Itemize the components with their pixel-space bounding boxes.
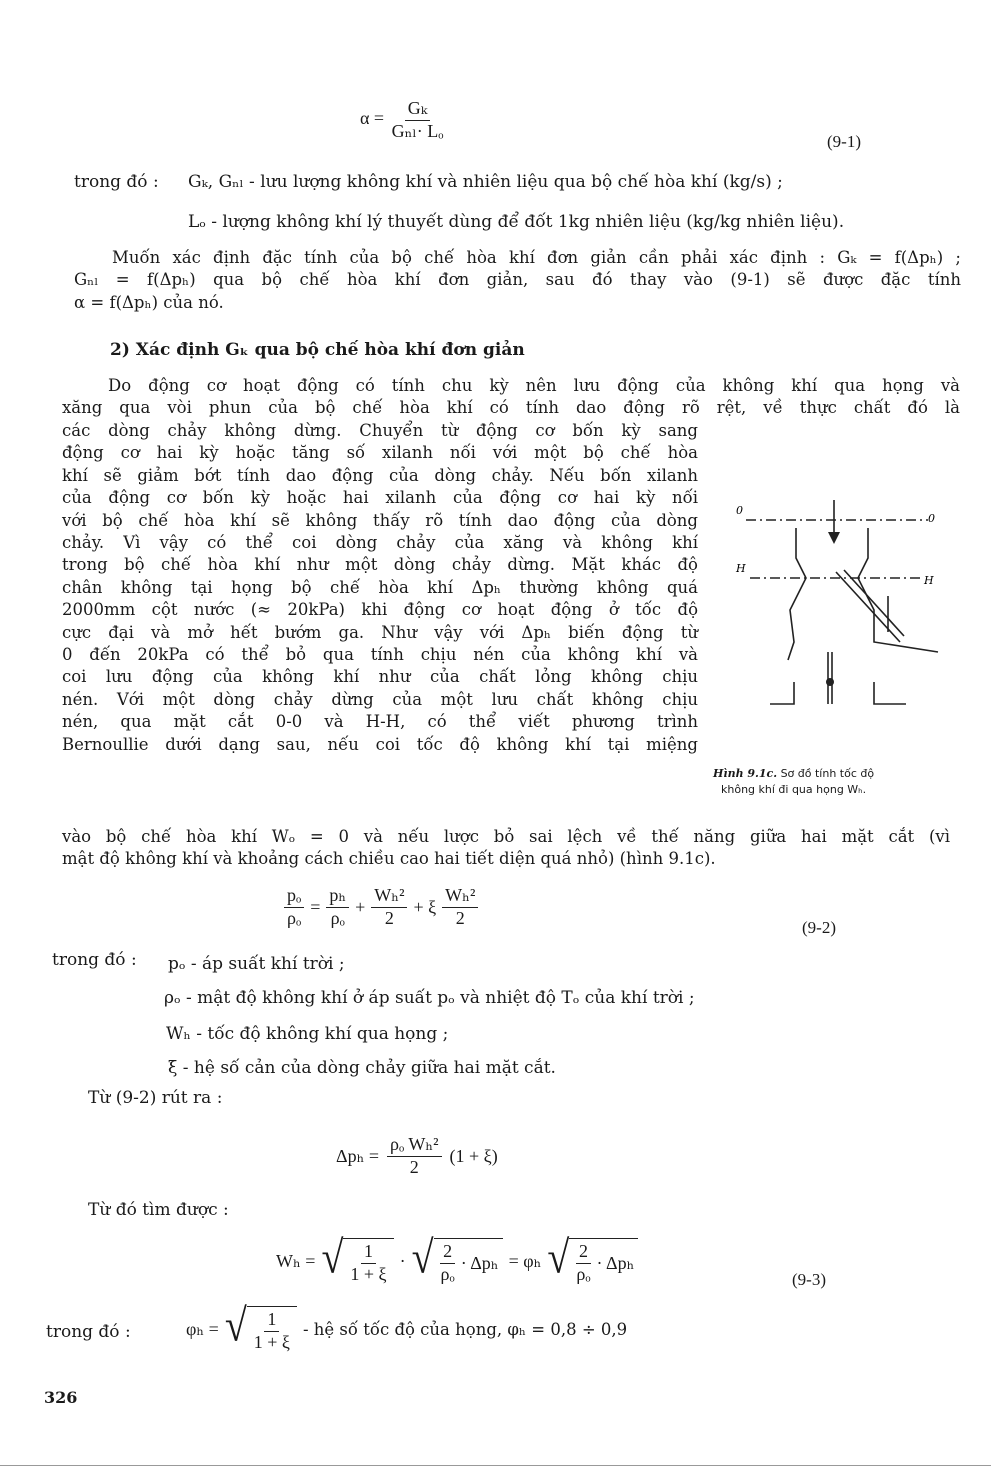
where3-label: trong đó :	[46, 1322, 131, 1342]
eq3-sqrt2-tail: · Δpₕ	[460, 1252, 499, 1273]
caption-label: Hình 9.1c.	[713, 767, 778, 780]
label-0-left: 0	[736, 504, 743, 517]
page-number: 326	[44, 1388, 78, 1407]
eq3-sqrt2-den: ρₒ	[440, 1263, 455, 1284]
eq2-term3-num: Wₕ²	[371, 885, 407, 908]
label-0-right: 0	[928, 512, 935, 525]
section-heading: 2) Xác định Gₖ qua bộ chế hòa khí đơn giản	[110, 340, 525, 360]
eqdp-den: 2	[409, 1156, 419, 1177]
caption-line1: Sơ đồ tính tốc độ	[780, 767, 875, 780]
paragraph-line: chân không tại họng bộ chế hòa khí Δpₕ thường không quá	[62, 577, 698, 597]
where3-lhs: φₕ =	[186, 1319, 219, 1340]
paragraph-line: 2000mm cột nước (≈ 20kPa) khi động cơ hoạt động ở tốc độ	[62, 600, 698, 620]
eq2-term4-num: Wₕ²	[442, 885, 478, 908]
eq3-lhs: Wₕ =	[276, 1251, 316, 1272]
paragraph-line: cực đại và mở hết bướm ga. Như vậy với Δpₕ biến động từ	[62, 622, 698, 642]
equation-9-1	[360, 98, 446, 142]
body-paragraph-top	[62, 375, 960, 420]
eq3-sqrt3-tail: · Δpₕ	[596, 1252, 635, 1273]
paragraph-line: nén, qua mặt cắt 0-0 và H-H, có thể viết phương trình	[62, 712, 698, 732]
eq3-dot: ·	[399, 1251, 406, 1272]
from-eq2-text: Từ (9-2) rút ra :	[88, 1088, 223, 1108]
eq3-number: (9-3)	[792, 1270, 826, 1289]
paragraph-line: trong bộ chế hòa khí như một dòng chảy dừng. Mặt khác độ	[62, 555, 698, 575]
eq1-numerator: Gₖ	[405, 98, 431, 121]
intro-line: Muốn xác định đặc tính của bộ chế hòa khí đơn giản cần phải xác định : Gₖ = f(Δpₕ) ;	[112, 248, 961, 267]
where3-phi-definition	[186, 1299, 628, 1353]
nozzle	[836, 572, 900, 642]
eq1-lhs: α =	[360, 108, 385, 129]
where3-sqrt-num: 1	[264, 1309, 279, 1332]
eq1-fraction	[389, 98, 447, 142]
paragraph-line: coi lưu động của không khí như của chất lỏng không chịu	[62, 667, 698, 687]
body-paragraph-left-column	[62, 420, 698, 756]
body-paragraph-bottom	[62, 826, 950, 871]
from-that-text: Từ đó tìm được :	[88, 1200, 229, 1220]
eq3-sqrt2: √ $\frac{2}{\text{ρₒ}}$ · Δpₕ	[412, 1238, 503, 1285]
eq2-plus: +	[355, 896, 366, 917]
paragraph-line: động cơ hai kỳ hoặc tăng số xilanh nối với một bộ chế hòa	[62, 443, 698, 463]
eq3-sqrt1: √ $\frac{1}{1 + \xi}$	[321, 1238, 393, 1285]
throat-right-wall	[858, 528, 938, 652]
eq3-sqrt1-num: 1	[361, 1241, 376, 1264]
paragraph-line: mật độ không khí và khoảng cách chiều cao hai tiết diện quá nhỏ) (hình 9.1c).	[62, 849, 716, 869]
paragraph-line: chảy. Vì vậy có thể coi dòng chảy của xăng và không khí	[62, 533, 698, 553]
where2-label: trong đó :	[52, 950, 137, 970]
where3-description: - hệ số tốc độ của họng, φₕ = 0,8 ÷ 0,9	[302, 1320, 628, 1340]
paragraph-line: của động cơ bốn kỳ hoặc hai xilanh của động cơ hai kỳ nối	[62, 488, 698, 508]
paragraph-line: nén. Với một dòng chảy dừng của một lưu chất không chịu	[62, 689, 698, 709]
where1-line2: Lₒ - lượng không khí lý thuyết dùng để đốt 1kg nhiên liệu (kg/kg nhiên liệu).	[188, 212, 845, 232]
eq1-denominator: Gₙₗ· Lₒ	[391, 120, 444, 141]
eq2-term1-num: pₒ	[284, 885, 304, 908]
eq2-number: (9-2)	[802, 918, 836, 937]
figure-caption	[713, 766, 874, 798]
eq3-sqrt3-num: 2	[576, 1241, 591, 1264]
paragraph-line: với bộ chế hòa khí sẽ không thấy rõ tính dao động của dòng	[62, 510, 698, 530]
where3-sqrt: √ $\frac{1}{1 + \xi}$	[225, 1306, 297, 1353]
eq2-term3-den: 2	[384, 907, 394, 928]
eq3-sqrt3: √ $\frac{2}{\text{ρₒ}}$ · Δpₕ	[547, 1238, 638, 1285]
paragraph-line: xăng qua vòi phun của bộ chế hòa khí có tính dao động rõ rệt, về thực chất đó là	[62, 398, 960, 418]
outlet	[770, 682, 794, 704]
where1-label: trong đó :	[74, 172, 159, 192]
where2-line1: pₒ - áp suất khí trời ;	[168, 954, 345, 974]
arrow-head	[828, 532, 840, 544]
paragraph-line: Bernoullie dưới dạng sau, nếu coi tốc độ không khí tại miệng	[62, 734, 698, 754]
eqdp-rhs: (1 + ξ)	[449, 1145, 498, 1166]
eqdp-num: ρₒ Wₕ²	[387, 1134, 442, 1157]
where2-line2: ρₒ - mật độ không khí ở áp suất pₒ và nhiệt độ Tₒ của khí trời ;	[164, 988, 695, 1008]
where3-sqrt-den: 1 + ξ	[253, 1331, 290, 1352]
paragraph-line: khí sẽ giảm bớt tính dao động của dòng chảy. Nếu bốn xilanh	[62, 465, 698, 485]
carburetor-throat-diagram	[728, 492, 943, 720]
equation-delta-p	[336, 1134, 498, 1178]
eq3-equals-phi: = φₕ	[508, 1251, 542, 1272]
throat-left-wall	[788, 528, 806, 660]
where2-line4: ξ - hệ số cản của dòng chảy giữa hai mặt cắt.	[168, 1058, 556, 1078]
paragraph-line: các dòng chảy không dừng. Chuyển từ động cơ bốn kỳ sang	[62, 421, 698, 440]
eq2-term1-den: ρₒ	[287, 907, 302, 928]
page-bottom-rule	[0, 1465, 991, 1466]
equation-9-2	[284, 885, 478, 929]
eq2-term2-den: ρₒ	[330, 907, 345, 928]
where1-line1: Gₖ, Gₙₗ - lưu lượng không khí và nhiên liệu qua bộ chế hòa khí (kg/s) ;	[188, 172, 783, 192]
paragraph-line: 0 đến 20kPa có thể bỏ qua tính chịu nén của không khí và	[62, 645, 698, 665]
paragraph-line: Do động cơ hoạt động có tính chu kỳ nên lưu động của không khí qua họng và	[108, 376, 960, 395]
eq3-sqrt2-num: 2	[440, 1241, 455, 1264]
eq2-term2-num: pₕ	[326, 885, 349, 908]
label-h-left: H	[736, 562, 746, 575]
eq2-equals: =	[310, 896, 321, 917]
paragraph-line: vào bộ chế hòa khí Wₒ = 0 và nếu lược bỏ sai lệch về thế năng giữa hai mặt cắt (vì	[62, 827, 950, 846]
intro-line: Gₙₗ = f(Δpₕ) qua bộ chế hòa khí đơn giản, sau đó thay vào (9-1) sẽ được đặc tính	[74, 270, 961, 290]
intro-paragraph	[74, 247, 961, 314]
caption-line2: không khí đi qua họng Wₕ.	[721, 783, 867, 796]
eq2-term4-den: 2	[455, 907, 465, 928]
eq3-sqrt3-den: ρₒ	[576, 1263, 591, 1284]
eq3-sqrt1-den: 1 + ξ	[350, 1263, 387, 1284]
eq1-number: (9-1)	[827, 132, 861, 151]
eqdp-lhs: Δpₕ =	[336, 1145, 380, 1166]
eq2-plus-xi: + ξ	[413, 896, 437, 917]
where2-line3: Wₕ - tốc độ không khí qua họng ;	[166, 1024, 449, 1044]
intro-line: α = f(Δpₕ) của nó.	[74, 292, 224, 312]
label-h-right: H	[924, 574, 934, 587]
equation-9-3	[276, 1231, 638, 1285]
throttle-valve	[826, 678, 834, 686]
